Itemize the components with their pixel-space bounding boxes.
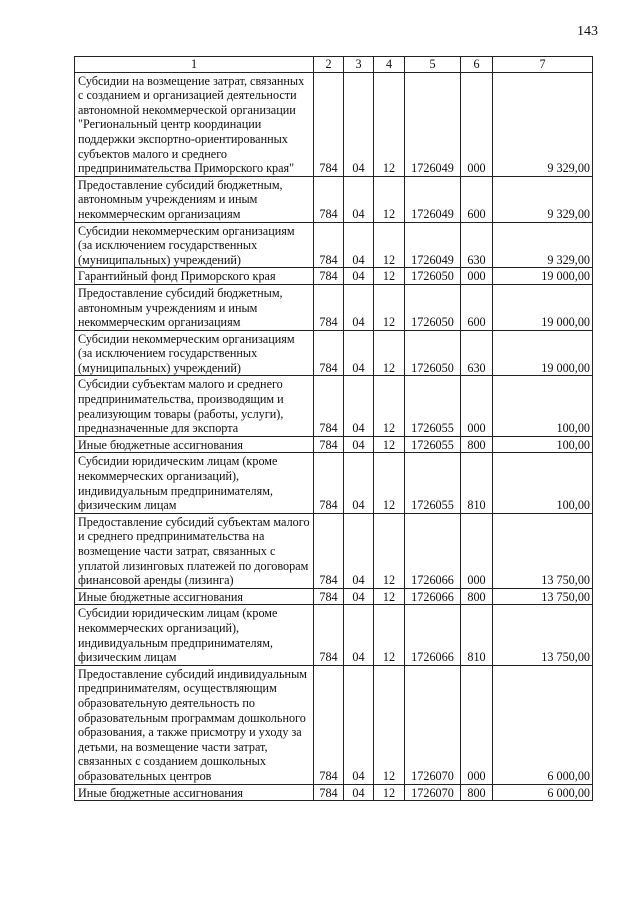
- table-row: [75, 605, 593, 665]
- table-row: [75, 268, 593, 285]
- row-expense-type-cell: 600: [461, 176, 493, 222]
- row-target-article-cell: 1726055: [405, 436, 461, 453]
- row-expense-type-cell: 800: [461, 588, 493, 605]
- column-header: 3: [344, 57, 374, 73]
- row-expense-type-cell: 800: [461, 436, 493, 453]
- table-row: [75, 222, 593, 268]
- row-name-cell: Гарантийный фонд Приморского края: [75, 268, 314, 285]
- row-expense-type-cell: 630: [461, 330, 493, 376]
- row-code-cell: 784: [314, 513, 344, 588]
- table-row: [75, 784, 593, 801]
- row-subsection-cell: 12: [374, 588, 405, 605]
- row-subsection-cell: 12: [374, 72, 405, 176]
- column-header: 5: [405, 57, 461, 73]
- row-subsection-cell: 12: [374, 605, 405, 665]
- table-row: [75, 513, 593, 588]
- row-code-cell: 784: [314, 176, 344, 222]
- row-amount-cell: 13 750,00: [493, 513, 593, 588]
- row-code-cell: 784: [314, 268, 344, 285]
- table-row: [75, 330, 593, 376]
- row-code-cell: 784: [314, 330, 344, 376]
- row-code-cell: 784: [314, 376, 344, 436]
- row-section-cell: 04: [344, 222, 374, 268]
- table-row: [75, 284, 593, 330]
- row-expense-type-cell: 600: [461, 284, 493, 330]
- row-code-cell: 784: [314, 436, 344, 453]
- row-target-article-cell: 1726050: [405, 268, 461, 285]
- row-section-cell: 04: [344, 436, 374, 453]
- row-section-cell: 04: [344, 376, 374, 436]
- row-target-article-cell: 1726050: [405, 284, 461, 330]
- column-header: 4: [374, 57, 405, 73]
- row-subsection-cell: 12: [374, 330, 405, 376]
- row-section-cell: 04: [344, 453, 374, 513]
- budget-table: [74, 56, 593, 801]
- row-target-article-cell: 1726055: [405, 453, 461, 513]
- row-code-cell: 784: [314, 588, 344, 605]
- row-target-article-cell: 1726070: [405, 784, 461, 801]
- table-row: [75, 453, 593, 513]
- row-name-cell: Субсидии юридическим лицам (кроме некоммерческих организаций), индивидуальным предпринимателям, физическим лицам: [75, 453, 314, 513]
- table-row: [75, 376, 593, 436]
- row-code-cell: 784: [314, 284, 344, 330]
- table-row: [75, 176, 593, 222]
- row-subsection-cell: 12: [374, 284, 405, 330]
- row-expense-type-cell: 000: [461, 268, 493, 285]
- row-subsection-cell: 12: [374, 665, 405, 784]
- row-code-cell: 784: [314, 605, 344, 665]
- row-target-article-cell: 1726055: [405, 376, 461, 436]
- column-header: 2: [314, 57, 344, 73]
- row-code-cell: 784: [314, 784, 344, 801]
- row-subsection-cell: 12: [374, 376, 405, 436]
- table-row: [75, 665, 593, 784]
- table-body: [75, 57, 593, 801]
- row-amount-cell: 9 329,00: [493, 176, 593, 222]
- row-code-cell: 784: [314, 72, 344, 176]
- row-section-cell: 04: [344, 665, 374, 784]
- header-row: [75, 57, 593, 73]
- row-section-cell: 04: [344, 605, 374, 665]
- row-section-cell: 04: [344, 784, 374, 801]
- row-expense-type-cell: 810: [461, 453, 493, 513]
- row-name-cell: Предоставление субсидий индивидуальным предпринимателям, осуществляющим образовательную деятельность по образовательным программам дошкольного образования, а также присмотру и уходу за детьми, на возмещение части затрат, связанных с созданием дошкольных образовательных центров: [75, 665, 314, 784]
- row-name-cell: Иные бюджетные ассигнования: [75, 436, 314, 453]
- row-expense-type-cell: 000: [461, 513, 493, 588]
- row-expense-type-cell: 800: [461, 784, 493, 801]
- column-header: 1: [75, 57, 314, 73]
- row-subsection-cell: 12: [374, 176, 405, 222]
- table-row: [75, 588, 593, 605]
- row-amount-cell: 19 000,00: [493, 268, 593, 285]
- row-subsection-cell: 12: [374, 268, 405, 285]
- row-code-cell: 784: [314, 222, 344, 268]
- row-section-cell: 04: [344, 330, 374, 376]
- row-code-cell: 784: [314, 665, 344, 784]
- row-name-cell: Предоставление субсидий бюджетным, автономным учреждениям и иным некоммерческим организациям: [75, 176, 314, 222]
- row-target-article-cell: 1726066: [405, 513, 461, 588]
- row-subsection-cell: 12: [374, 436, 405, 453]
- row-name-cell: Предоставление субсидий субъектам малого и среднего предпринимательства на возмещение части затрат, связанных с уплатой лизинговых платежей по договорам финансовой аренды (лизинга): [75, 513, 314, 588]
- row-name-cell: Субсидии некоммерческим организациям (за исключением государственных (муниципальных) учреждений): [75, 222, 314, 268]
- row-name-cell: Иные бюджетные ассигнования: [75, 784, 314, 801]
- row-expense-type-cell: 000: [461, 72, 493, 176]
- row-amount-cell: 13 750,00: [493, 588, 593, 605]
- row-target-article-cell: 1726050: [405, 330, 461, 376]
- row-amount-cell: 100,00: [493, 436, 593, 453]
- row-amount-cell: 100,00: [493, 453, 593, 513]
- row-section-cell: 04: [344, 588, 374, 605]
- row-target-article-cell: 1726066: [405, 605, 461, 665]
- row-subsection-cell: 12: [374, 453, 405, 513]
- row-name-cell: Субсидии юридическим лицам (кроме некоммерческих организаций), индивидуальным предпринимателям, физическим лицам: [75, 605, 314, 665]
- row-section-cell: 04: [344, 176, 374, 222]
- row-name-cell: Субсидии некоммерческим организациям (за исключением государственных (муниципальных) учреждений): [75, 330, 314, 376]
- row-target-article-cell: 1726070: [405, 665, 461, 784]
- row-amount-cell: 6 000,00: [493, 784, 593, 801]
- row-section-cell: 04: [344, 513, 374, 588]
- column-header: 7: [493, 57, 593, 73]
- row-subsection-cell: 12: [374, 222, 405, 268]
- row-target-article-cell: 1726066: [405, 588, 461, 605]
- row-code-cell: 784: [314, 453, 344, 513]
- row-section-cell: 04: [344, 72, 374, 176]
- row-name-cell: Субсидии на возмещение затрат, связанных с созданием и организацией деятельности автономной некоммерческой организации "Региональный центр координации поддержки экспортно-ориентированных субъектов малого и среднего предпринимательства Приморского края": [75, 72, 314, 176]
- row-subsection-cell: 12: [374, 513, 405, 588]
- row-amount-cell: 19 000,00: [493, 330, 593, 376]
- row-expense-type-cell: 630: [461, 222, 493, 268]
- row-amount-cell: 13 750,00: [493, 605, 593, 665]
- row-amount-cell: 9 329,00: [493, 72, 593, 176]
- row-target-article-cell: 1726049: [405, 176, 461, 222]
- row-amount-cell: 19 000,00: [493, 284, 593, 330]
- row-name-cell: Предоставление субсидий бюджетным, автономным учреждениям и иным некоммерческим организациям: [75, 284, 314, 330]
- row-target-article-cell: 1726049: [405, 222, 461, 268]
- row-expense-type-cell: 000: [461, 665, 493, 784]
- row-amount-cell: 6 000,00: [493, 665, 593, 784]
- table-row: [75, 72, 593, 176]
- row-section-cell: 04: [344, 268, 374, 285]
- row-expense-type-cell: 000: [461, 376, 493, 436]
- table-row: [75, 436, 593, 453]
- row-target-article-cell: 1726049: [405, 72, 461, 176]
- row-expense-type-cell: 810: [461, 605, 493, 665]
- row-amount-cell: 9 329,00: [493, 222, 593, 268]
- row-name-cell: Субсидии субъектам малого и среднего предпринимательства, производящим и реализующим товары (работы, услуги), предназначенные для экспорта: [75, 376, 314, 436]
- row-name-cell: Иные бюджетные ассигнования: [75, 588, 314, 605]
- column-header: 6: [461, 57, 493, 73]
- row-amount-cell: 100,00: [493, 376, 593, 436]
- row-section-cell: 04: [344, 284, 374, 330]
- row-subsection-cell: 12: [374, 784, 405, 801]
- page-number: 143: [577, 24, 598, 39]
